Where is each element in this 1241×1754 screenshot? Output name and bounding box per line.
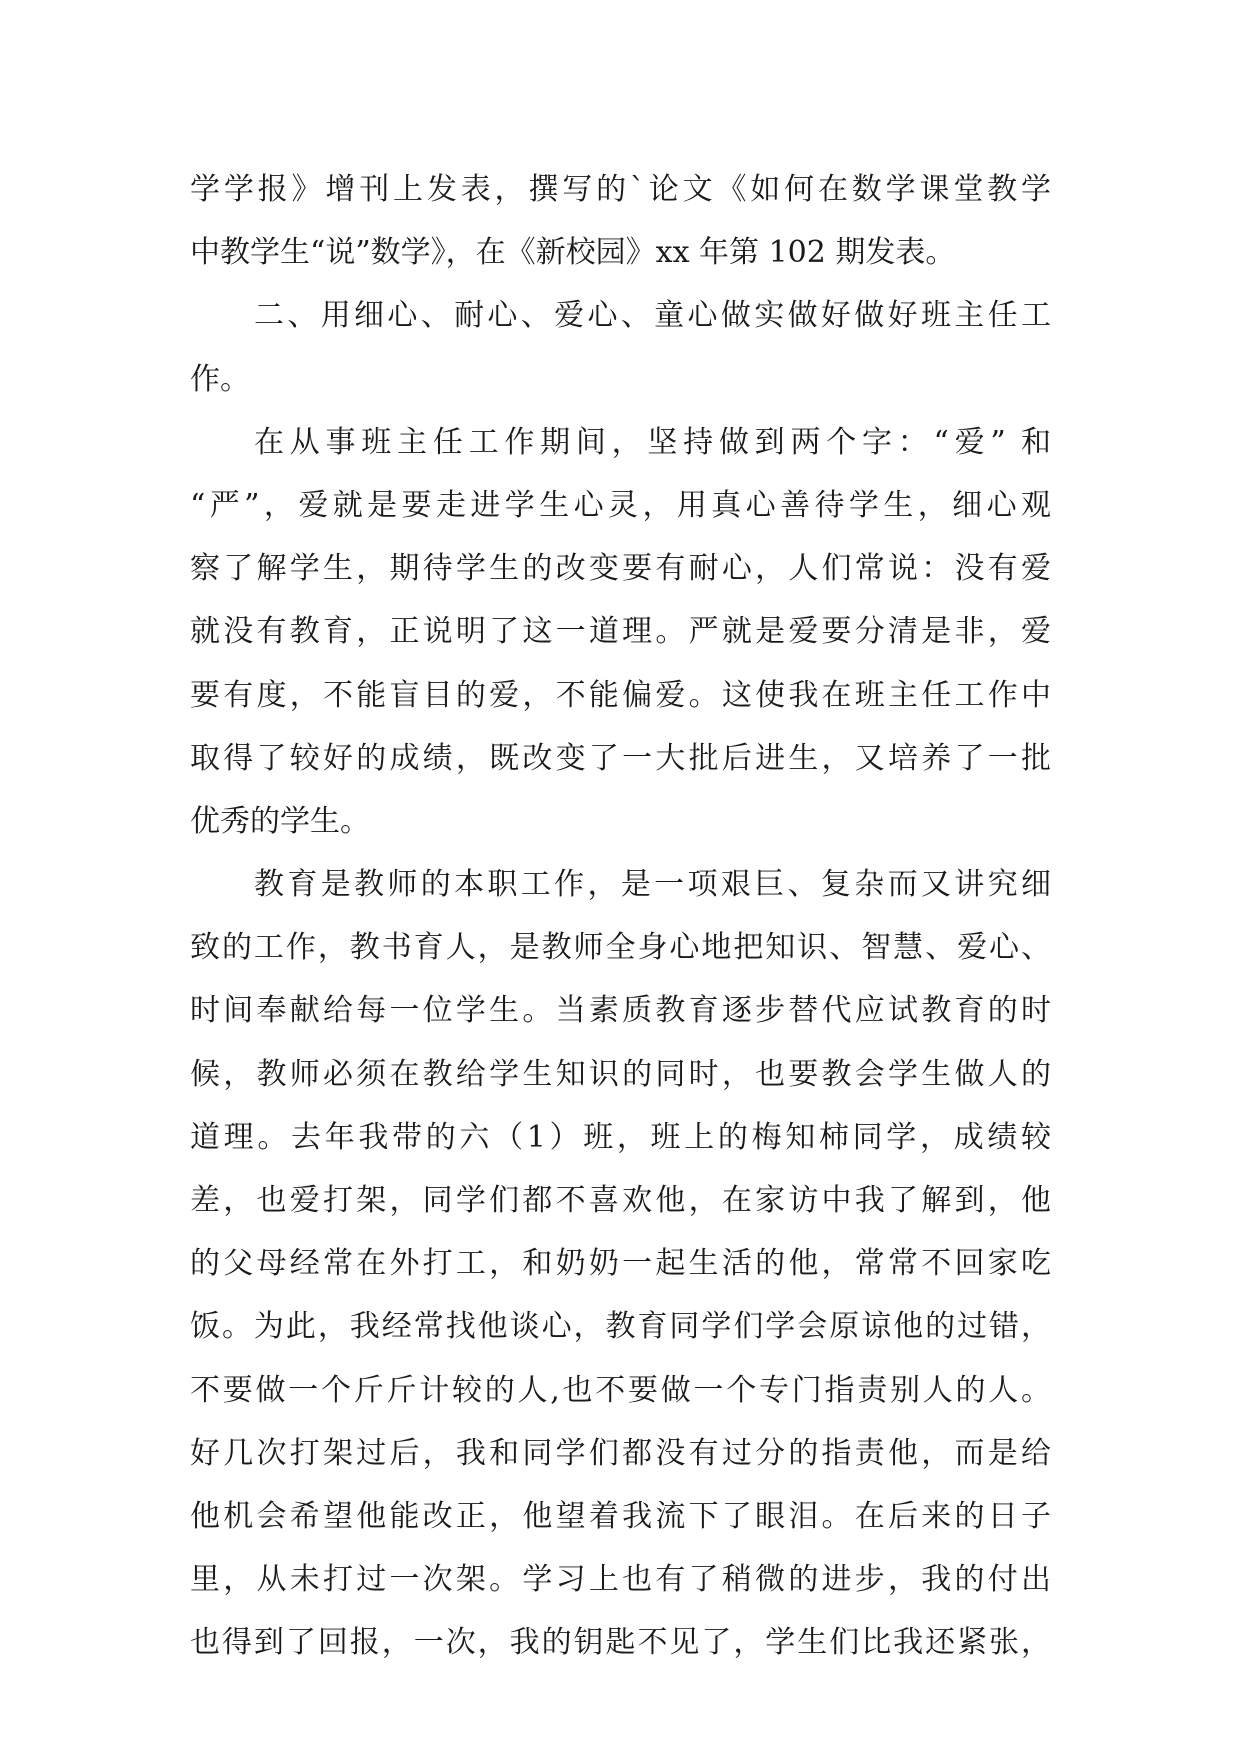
- text-line: 致的工作，教书育人，是教师全身心地把知识、智慧、爱心、: [190, 930, 1051, 966]
- text-line: “严”，爱就是要走进学生心灵，用真心善待学生，细心观: [190, 487, 1051, 523]
- text-line: 察了解学生，期待学生的改变要有耐心，人们常说：没有爱: [190, 551, 1051, 587]
- body-text: [190, 158, 1051, 1675]
- text-line: 差，也爱打架，同学们都不喜欢他，在家访中我了解到，他: [190, 1183, 1051, 1218]
- paragraph-first-line: 教育是教师的本职工作，是一项艰巨、复杂而又讲究细: [254, 867, 1051, 903]
- text-line: 候，教师必须在教给学生知识的同时，也要教会学生做人的: [190, 1056, 1051, 1092]
- text-line: 就没有教育，正说明了这一道理。严就是爱要分清是非，爱: [190, 614, 1051, 650]
- section-heading-line: 二、用细心、耐心、爱心、童心做实做好做好班主任工: [254, 298, 1051, 334]
- text-line: 时间奉献给每一位学生。当素质教育逐步替代应试教育的时: [190, 993, 1051, 1029]
- text-line: 他机会希望他能改正，他望着我流下了眼泪。在后来的日子: [190, 1498, 1051, 1534]
- text-line: 好几次打架过后，我和同学们都没有过分的指责他，而是给: [190, 1435, 1051, 1471]
- text-line: 优秀的学生。: [190, 803, 370, 839]
- text-line: 不要做一个斤斤计较的人,也不要做一个专门指责别人的人。: [190, 1372, 1051, 1408]
- text-line: 饭。为此，我经常找他谈心，教育同学们学会原谅他的过错，: [190, 1309, 1051, 1345]
- text-line: 中教学生“说”数学》，在《新校园》xx 年第 102 期发表。: [190, 235, 956, 271]
- text-line: 的父母经常在外打工，和奶奶一起生活的他，常常不回家吃: [190, 1246, 1051, 1282]
- text-line: 也得到了回报，一次，我的钥匙不见了，学生们比我还紧张，: [190, 1625, 1051, 1661]
- text-line: 取得了较好的成绩，既改变了一大批后进生，又培养了一批: [190, 740, 1051, 776]
- text-line: 学学报》增刊上发表，撰写的`论文《如何在数学课堂教学: [190, 172, 1051, 207]
- text-line: 里，从未打过一次架。学习上也有了稍微的进步，我的付出: [190, 1562, 1051, 1598]
- section-heading-line: 作。: [190, 361, 250, 397]
- text-line: 要有度，不能盲目的爱，不能偏爱。这使我在班主任工作中: [190, 677, 1051, 713]
- paragraph-first-line: 在从事班主任工作期间，坚持做到两个字：“爱” 和: [254, 424, 1051, 460]
- text-line: 道理。去年我带的六（1）班，班上的梅知柿同学，成绩较: [190, 1119, 1051, 1155]
